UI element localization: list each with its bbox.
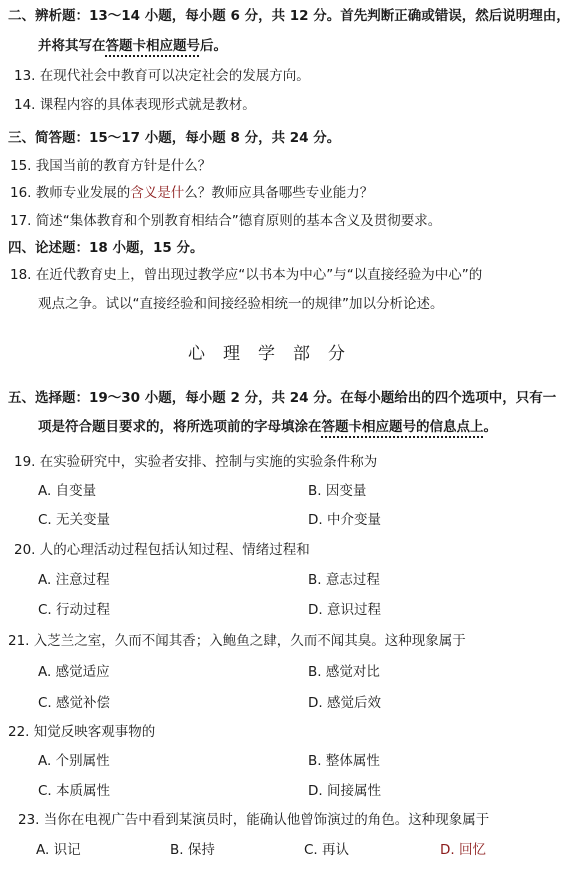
option-b: B. 整体属性	[308, 753, 380, 769]
question-18: 18. 在近代教育史上，曾出现过教学应“以书本为中心”与“以直接经验为中心”的	[10, 267, 483, 283]
question-20: 20. 人的心理活动过程包括认知过程、情绪过程和	[14, 542, 310, 558]
option-c: C. 再认	[304, 842, 350, 858]
section-5-header: 五、选择题：19～30 小题，每小题 2 分，共 24 分。在每小题给出的四个选项中，只有一	[8, 390, 557, 406]
question-15: 15. 我国当前的教育方针是什么？	[10, 158, 212, 174]
section-2-header: 二、辨析题：13～14 小题，每小题 6 分，共 12 分。首先判断正确或错误，然后说明理由，	[8, 8, 570, 24]
option-a: A. 自变量	[38, 483, 97, 499]
option-c: C. 行动过程	[38, 602, 111, 618]
red-ink-text: 含义是什	[130, 185, 185, 201]
dotted-emphasis: 答题卡相应题号的信息点上	[321, 419, 484, 435]
section-4-header: 四、论述题：18 小题，15 分。	[8, 240, 204, 256]
option-c: C. 感觉补偿	[38, 695, 111, 711]
section-3-header: 三、简答题：15～17 小题，每小题 8 分，共 24 分。	[8, 130, 341, 146]
question-19: 19. 在实验研究中，实验者安排、控制与实施的实验条件称为	[14, 454, 378, 470]
question-22: 22. 知觉反映客观事物的	[8, 724, 156, 740]
question-17: 17. 简述“集体教育和个别教育相结合”德育原则的基本含义及贯彻要求。	[10, 213, 442, 229]
option-a: A. 个别属性	[38, 753, 110, 769]
option-a: A. 识记	[36, 842, 81, 858]
question-21: 21. 入芝兰之室，久而不闻其香；入鲍鱼之肆，久而不闻其臭。这种现象属于	[8, 633, 466, 649]
question-13: 13. 在现代社会中教育可以决定社会的发展方向。	[14, 68, 310, 84]
option-a: A. 感觉适应	[38, 664, 110, 680]
option-d: D. 回忆	[440, 842, 486, 858]
option-a: A. 注意过程	[38, 572, 110, 588]
option-b: B. 保持	[170, 842, 215, 858]
option-b: B. 因变量	[308, 483, 367, 499]
option-c: C. 本质属性	[38, 783, 111, 799]
option-d: D. 感觉后效	[308, 695, 381, 711]
section-5-header-continued: 项是符合题目要求的，将所选项前的字母填涂在答题卡相应题号的信息点上。	[38, 419, 497, 435]
question-16: 16. 教师专业发展的含义是什么？教师应具备哪些专业能力？	[10, 185, 374, 201]
option-b: B. 感觉对比	[308, 664, 380, 680]
part-title: 心理学部分	[188, 344, 363, 364]
dotted-emphasis: 答题卡相应题号	[105, 38, 200, 54]
option-d: D. 中介变量	[308, 512, 381, 528]
question-18-continued: 观点之争。试以“直接经验和间接经验相统一的规律”加以分析论述。	[38, 296, 444, 312]
option-d: D. 意识过程	[308, 602, 381, 618]
section-2-header-continued: 并将其写在答题卡相应题号后。	[38, 38, 227, 54]
option-c: C. 无关变量	[38, 512, 111, 528]
question-14: 14. 课程内容的具体表现形式就是教材。	[14, 97, 256, 113]
option-d: D. 间接属性	[308, 783, 381, 799]
option-b: B. 意志过程	[308, 572, 380, 588]
question-23: 23. 当你在电视广告中看到某演员时，能确认他曾饰演过的角色。这种现象属于	[18, 812, 490, 828]
